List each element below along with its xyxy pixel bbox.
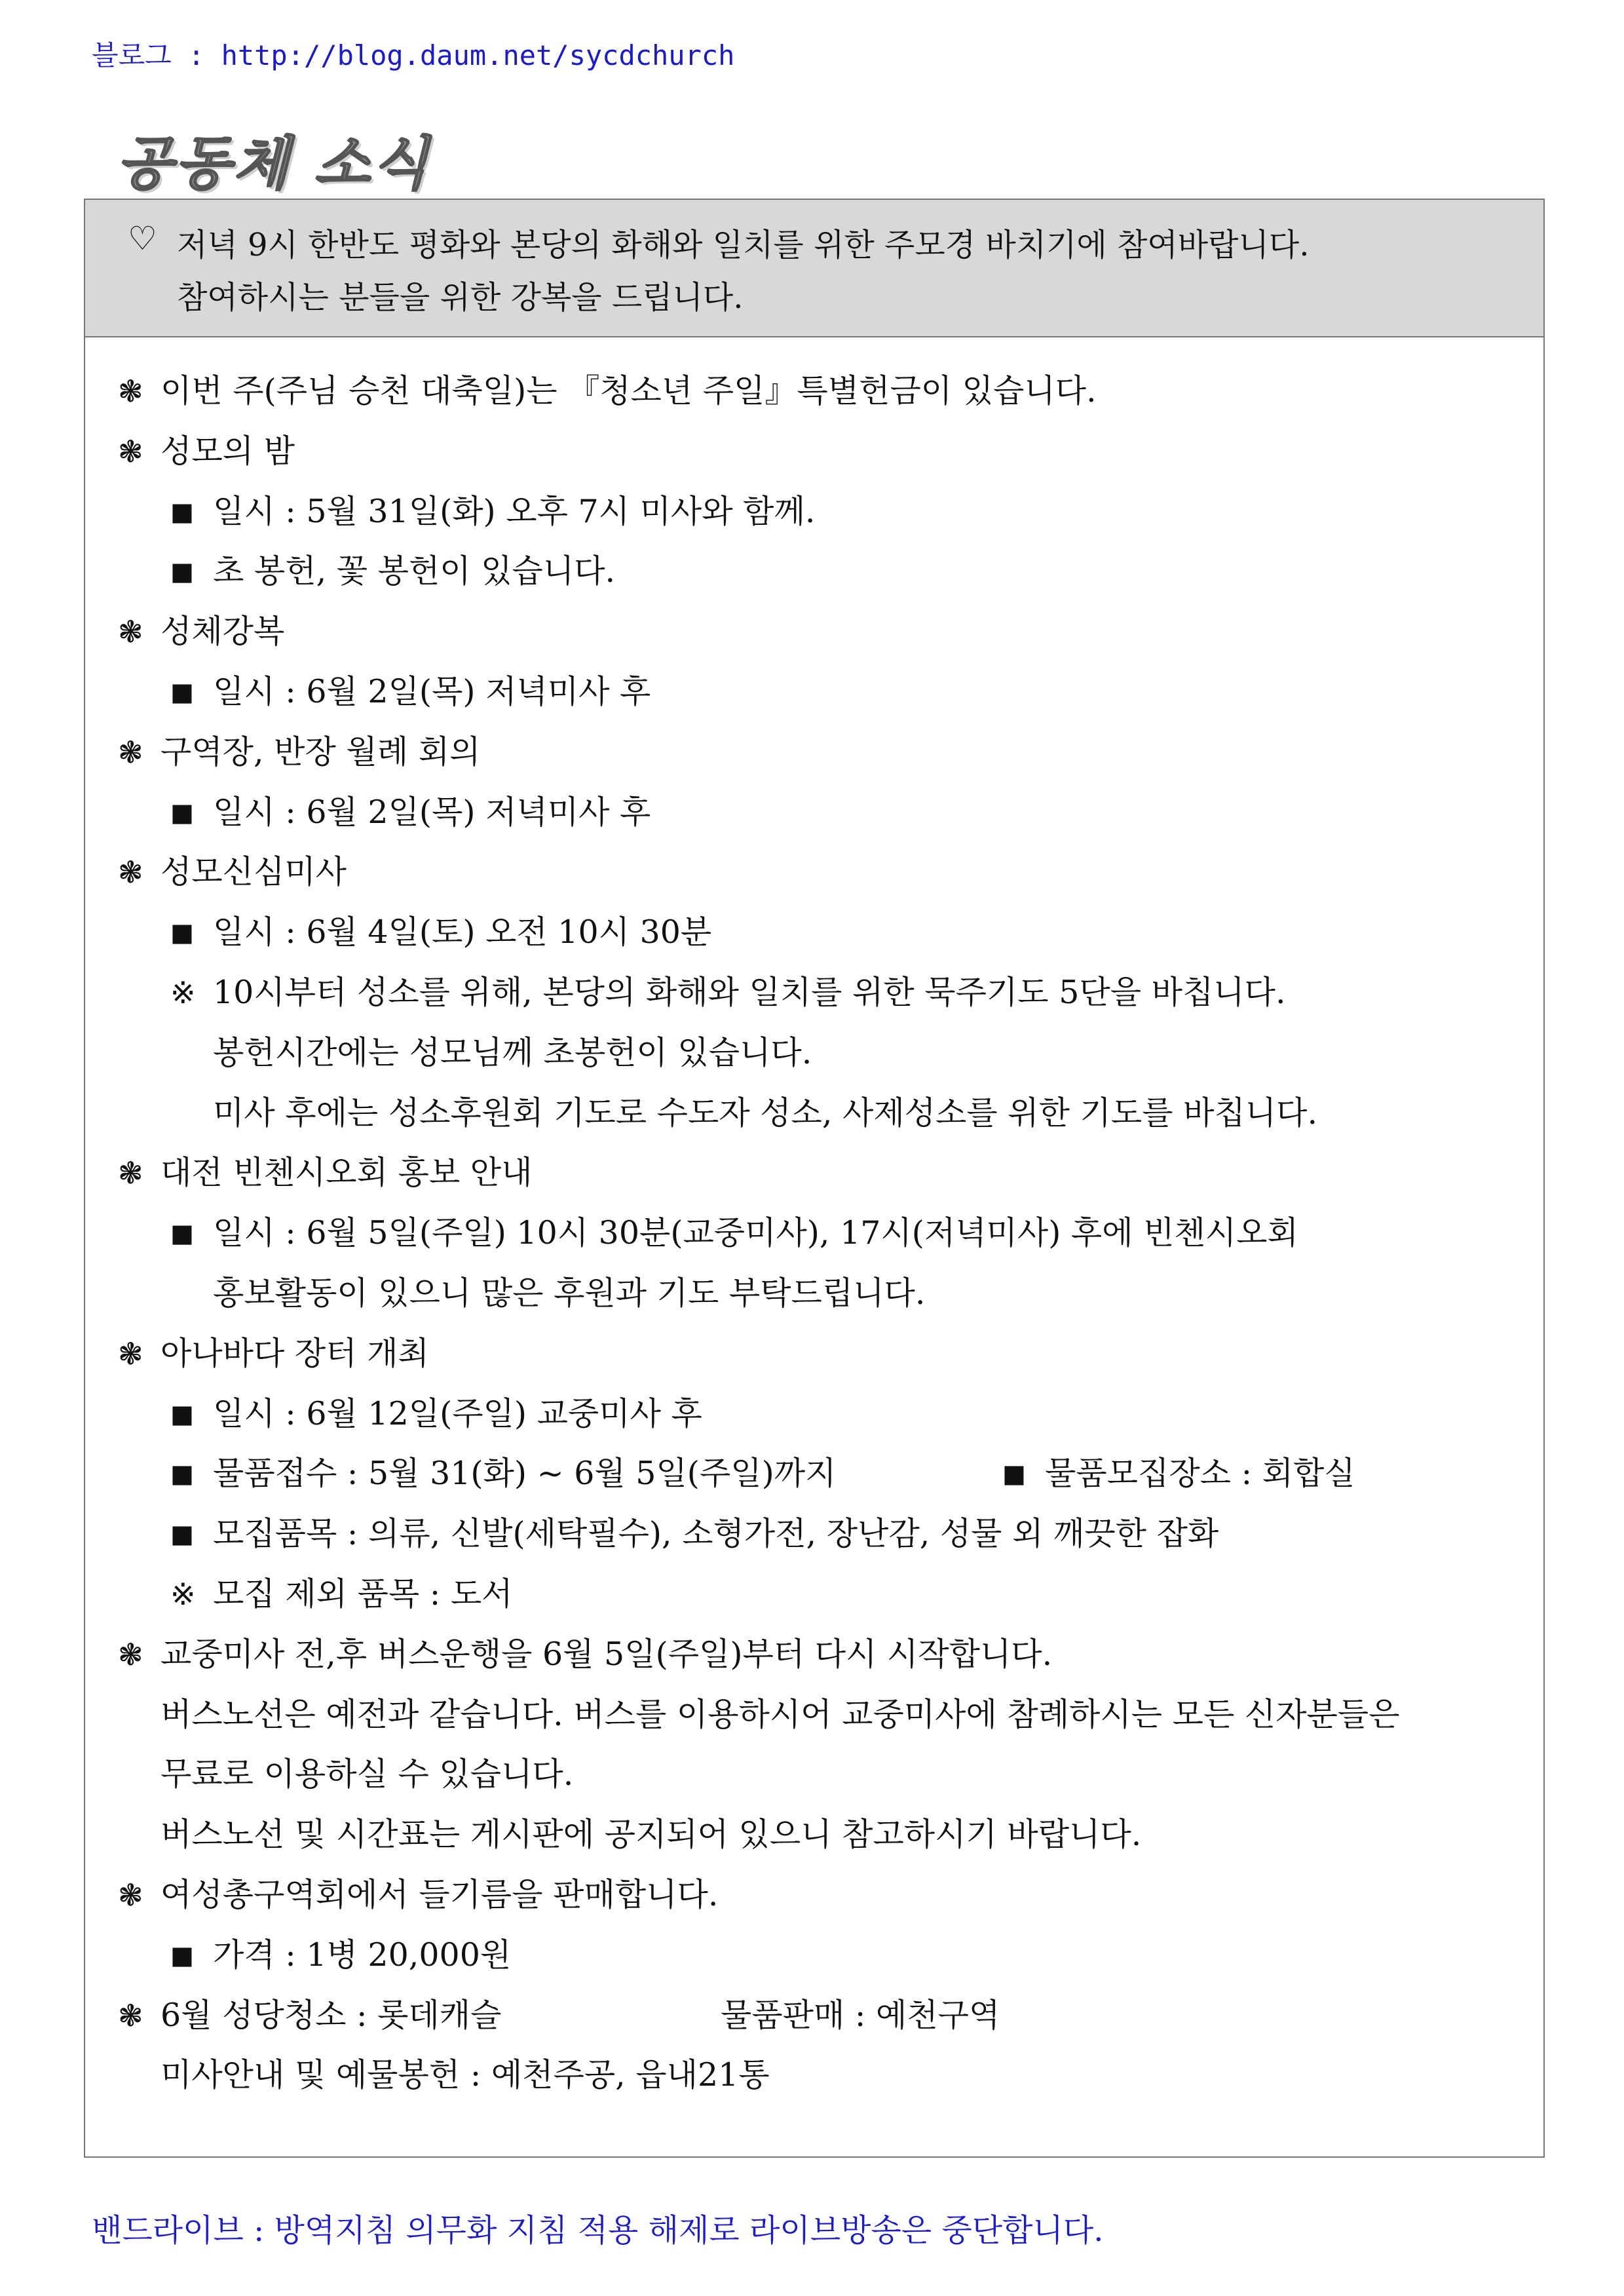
square-bullet-icon: ■	[170, 1459, 194, 1489]
notice-line: 봉헌시간에는 성모님께 초봉헌이 있습니다.	[213, 1033, 812, 1071]
notice-line: 일시 : 5월 31일(화) 오후 7시 미사와 함께.	[213, 492, 816, 530]
flower-bullet-icon: ❃	[118, 734, 143, 770]
flower-bullet-icon: ❃	[118, 1636, 143, 1672]
flower-bullet-icon: ❃	[118, 614, 143, 650]
notice-line: 일시 : 6월 5일(주일) 10시 30분(교중미사), 17시(저녁미사) 후에 빈첸시오회	[213, 1214, 1298, 1252]
footer-notice: 밴드라이브 : 방역지침 의무화 지침 적용 해제로 라이브방송은 중단합니다.	[92, 2212, 1104, 2249]
flower-bullet-icon: ❃	[118, 433, 143, 469]
notice-line: 일시 : 6월 4일(토) 오전 10시 30분	[213, 913, 712, 951]
square-bullet-icon: ■	[170, 678, 194, 706]
notice-line: 대전 빈첸시오회 홍보 안내	[161, 1154, 533, 1192]
reference-mark-icon: ※	[170, 975, 196, 1010]
flower-bullet-icon: ❃	[118, 1997, 143, 2033]
flower-bullet-icon: ❃	[118, 1877, 143, 1913]
square-bullet-icon: ■	[1002, 1459, 1026, 1489]
flower-bullet-icon: ❃	[118, 1155, 143, 1191]
heart-icon: ♡	[128, 220, 157, 258]
notice-line: 구역장, 반장 월례 회의	[161, 733, 481, 771]
notice-line: 일시 : 6월 12일(주일) 교중미사 후	[213, 1394, 702, 1432]
square-bullet-icon: ■	[170, 918, 194, 947]
notice-line-extra: 물품모집장소 : 회합실	[1045, 1455, 1355, 1493]
notice-line: 여성총구역회에서 들기름을 판매합니다.	[161, 1876, 719, 1913]
notice-line: 버스노선은 예전과 같습니다. 버스를 이용하시어 교중미사에 참례하시는 모든 신자분들은	[161, 1695, 1400, 1733]
notice-line: 성체강복	[161, 613, 285, 651]
notice-line: 모집 제외 품목 : 도서	[213, 1575, 513, 1613]
square-bullet-icon: ■	[170, 1219, 194, 1248]
notice-header	[85, 200, 1543, 337]
notice-line: 6월 성당청소 : 롯데캐슬	[161, 1996, 502, 2034]
notice-line: 10시부터 성소를 위해, 본당의 화해와 일치를 위한 묵주기도 5단을 바칩니다.	[213, 974, 1286, 1011]
flower-bullet-icon: ❃	[118, 373, 143, 409]
square-bullet-icon: ■	[170, 557, 194, 586]
notice-line: 일시 : 6월 2일(목) 저녁미사 후	[213, 793, 651, 831]
notice-box	[84, 199, 1545, 2158]
notice-line: 미사안내 및 예물봉헌 : 예천주공, 읍내21통	[161, 2056, 770, 2094]
flower-bullet-icon: ❃	[118, 1335, 143, 1371]
notice-line: 가격 : 1병 20,000원	[213, 1936, 512, 1974]
notice-line-extra: 물품판매 : 예천구역	[721, 1996, 1000, 2034]
notice-line-1: 저녁 9시 한반도 평화와 본당의 화해와 일치를 위한 주모경 바치기에 참여바랍니다.	[177, 227, 1310, 263]
square-bullet-icon: ■	[170, 1399, 194, 1428]
notice-line: 교중미사 전,후 버스운행을 6월 5일(주일)부터 다시 시작합니다.	[161, 1635, 1053, 1673]
square-bullet-icon: ■	[170, 797, 194, 827]
notice-line: 일시 : 6월 2일(목) 저녁미사 후	[213, 673, 651, 710]
square-bullet-icon: ■	[170, 497, 194, 526]
notice-line: 성모의 밤	[161, 432, 295, 470]
notice-line: 모집품목 : 의류, 신발(세탁필수), 소형가전, 장난감, 성물 외 깨끗한 잡화	[213, 1515, 1219, 1553]
notice-line: 물품접수 : 5월 31(화) ~ 6월 5일(주일)까지	[213, 1455, 837, 1493]
reference-mark-icon: ※	[170, 1577, 196, 1612]
notice-line: 무료로 이용하실 수 있습니다.	[161, 1755, 574, 1793]
section-title: 공동체 소식	[117, 130, 431, 197]
flower-bullet-icon: ❃	[118, 854, 143, 890]
notice-line: 버스노선 및 시간표는 게시판에 공지되어 있으니 참고하시기 바랍니다.	[161, 1816, 1142, 1854]
notice-line: 이번 주(주님 승천 대축일)는 『청소년 주일』특별헌금이 있습니다.	[161, 372, 1097, 410]
notice-line: 미사 후에는 성소후원회 기도로 수도자 성소, 사제성소를 위한 기도를 바칩니다.	[213, 1094, 1318, 1132]
notice-line: 홍보활동이 있으니 많은 후원과 기도 부탁드립니다.	[213, 1274, 926, 1312]
square-bullet-icon: ■	[170, 1940, 194, 1970]
square-bullet-icon: ■	[170, 1520, 194, 1549]
notice-line: 성모신심미사	[161, 853, 347, 891]
notice-line: 아나바다 장터 개최	[161, 1334, 429, 1372]
notice-line-2: 참여하시는 분들을 위한 강복을 드립니다.	[177, 279, 744, 316]
blog-link[interactable]: 블로그 : http://blog.daum.net/sycdchurch	[92, 39, 735, 71]
notice-line: 초 봉헌, 꽃 봉헌이 있습니다.	[213, 552, 616, 590]
